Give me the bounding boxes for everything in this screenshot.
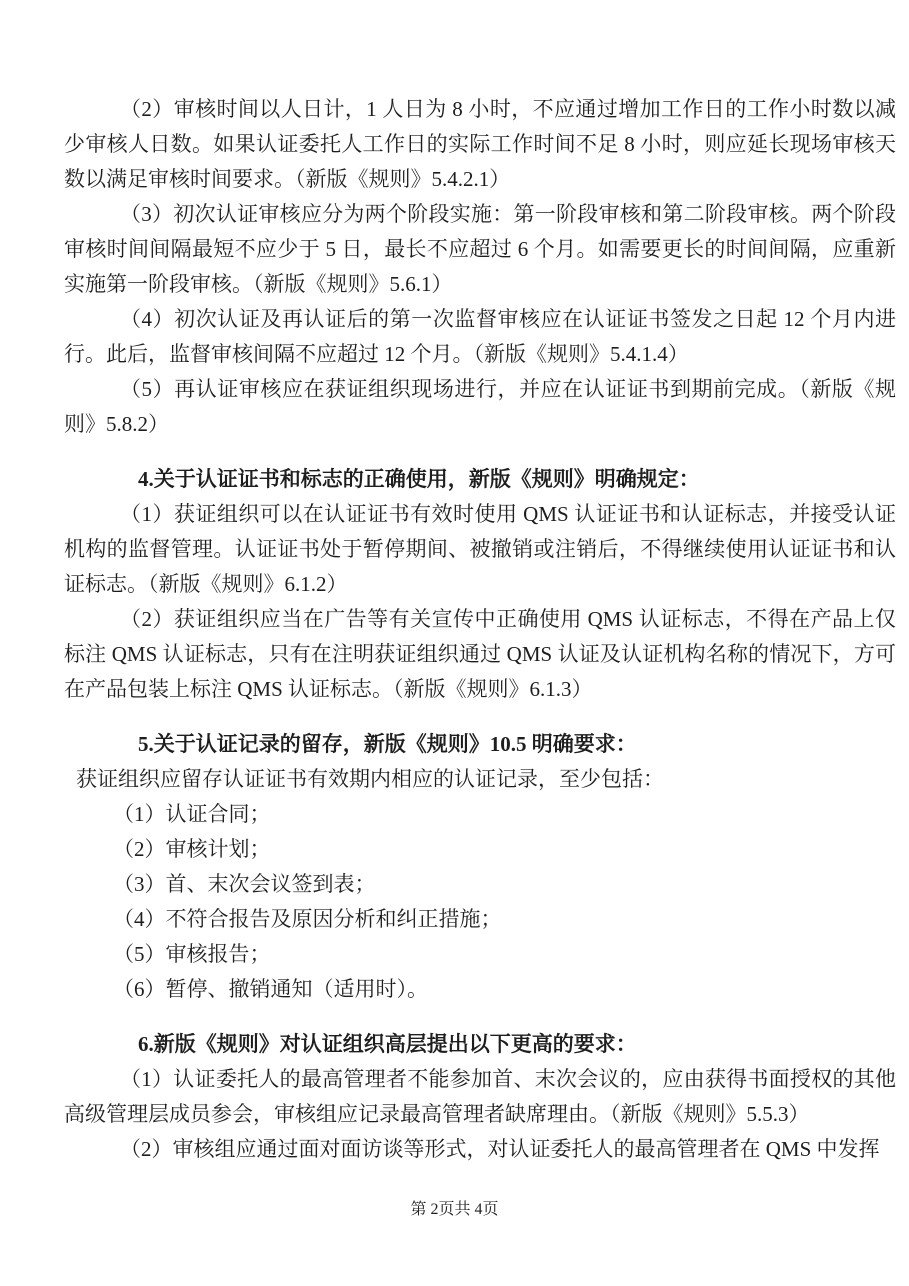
intro-line: 获证组织应留存认证证书有效期内相应的认证记录，至少包括： <box>76 767 664 791</box>
list-item: （4）不符合报告及原因分析和纠正措施； <box>113 907 502 931</box>
paragraph: （2）审核组应通过面对面访谈等形式，对认证委托人的最高管理者在 QMS 中发挥 <box>120 1137 880 1161</box>
paragraph: （2）获证组织应当在广告等有关宣传中正确使用 QMS 认证标志，不得在产品上仅标注 QMS 认证标志，只有在注明获证组织通过 QMS 认证及认证机构名称的情况下，方可在产品包装上标注 QMS 认证标志。（新版《规则》6.1.3） <box>64 607 896 701</box>
document-body <box>64 0 896 1167</box>
list-item: （1）认证合同； <box>113 802 271 826</box>
list-item: （3）首、末次会议签到表； <box>113 872 376 896</box>
list-item: （5）审核报告； <box>113 942 271 966</box>
section-heading: 5.关于认证记录的留存，新版《规则》10.5 明确要求： <box>138 732 637 756</box>
paragraph: （1）获证组织可以在认证证书有效时使用 QMS 认证证书和认证标志，并接受认证机构的监督管理。认证证书处于暂停期间、被撤销或注销后，不得继续使用认证证书和认证标志。（新版《规则》6.1.2） <box>64 502 896 596</box>
paragraph: （5）再认证审核应在获证组织现场进行，并应在认证证书到期前完成。（新版《规则》5.8.2） <box>64 377 896 436</box>
paragraph: （3）初次认证审核应分为两个阶段实施：第一阶段审核和第二阶段审核。两个阶段审核时间间隔最短不应少于 5 日，最长不应超过 6 个月。如需要更长的时间间隔，应重新实施第一阶段审核。（新版《规则》5.6.1） <box>64 202 896 296</box>
paragraph: （2）审核时间以人日计，1 人日为 8 小时，不应通过增加工作日的工作小时数以减少审核人日数。如果认证委托人工作日的实际工作时间不足 8 小时，则应延长现场审核天数以满足审核时间要求。（新版《规则》5.4.2.1） <box>64 97 896 191</box>
section-heading: 4.关于认证证书和标志的正确使用，新版《规则》明确规定： <box>138 467 700 491</box>
list-item: （6）暂停、撤销通知（适用时）。 <box>113 977 428 1001</box>
list-item: （2）审核计划； <box>113 837 271 861</box>
section-heading: 6.新版《规则》对认证组织高层提出以下更高的要求： <box>138 1032 637 1056</box>
paragraph: （4）初次认证及再认证后的第一次监督审核应在认证证书签发之日起 12 个月内进行。此后，监督审核间隔不应超过 12 个月。（新版《规则》5.4.1.4） <box>64 307 896 366</box>
page-footer: 第 2页共 4页 <box>410 1201 499 1218</box>
paragraph: （1）认证委托人的最高管理者不能参加首、末次会议的，应由获得书面授权的其他高级管理层成员参会，审核组应记录最高管理者缺席理由。（新版《规则》5.5.3） <box>64 1067 896 1126</box>
